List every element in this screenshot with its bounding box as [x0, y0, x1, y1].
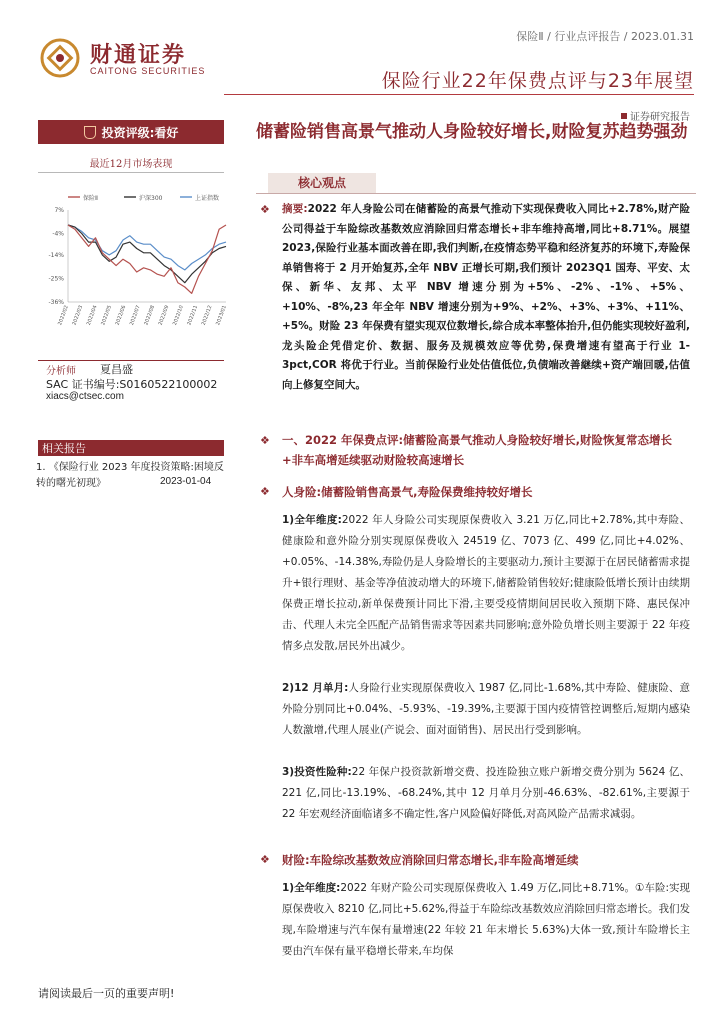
chart-x-axis — [57, 302, 228, 326]
diamond-bullet-icon: ❖ — [260, 485, 270, 498]
life-annual-paragraph — [282, 510, 690, 657]
brand-name-en: CAITONG SECURITIES — [90, 66, 206, 76]
disclaimer-note: 请阅读最后一页的重要声明! — [38, 987, 175, 1000]
main-headline: 储蓄险销售高景气推动人身险较好增长,财险复苏趋势强劲 — [256, 122, 688, 142]
related-report-date: 2023-01-04 — [160, 476, 212, 487]
core-view-label: 核心观点 — [268, 173, 376, 193]
x-tick-label: 2022/09 — [157, 304, 171, 327]
square-bullet-icon — [621, 113, 627, 119]
life-december-text: 人身险行业实现原保费收入 1987 亿,同比-1.68%,其中寿险、健康险、意外险分别同比+0.04%、-5.93%、-19.39%,主要源于国内疫情管控调整后,短期内感染人数激增,代理人展业(产说会、面对面销售)、居民出行受到影响。 — [282, 682, 690, 736]
y-tick-label: -25% — [48, 275, 64, 283]
investment-products-paragraph — [282, 762, 690, 825]
y-tick-label: -4% — [52, 230, 64, 238]
shield-icon — [84, 126, 96, 139]
x-tick-label: 2022/08 — [143, 304, 157, 327]
legend-label: 上证指数 — [195, 195, 220, 202]
report-type-label: 证券研究报告 — [630, 112, 690, 123]
rating-label: 投资评级:看好 — [101, 125, 179, 140]
pc-annual-paragraph — [282, 878, 690, 962]
analyst-email[interactable]: xiacs@ctsec.com — [46, 391, 124, 402]
analyst-role: 分析师 — [46, 366, 76, 377]
related-report-item[interactable]: 1. 《保险行业 2023 年度投资策略:困境反转的曙光初现》 — [36, 462, 224, 489]
performance-caption: 最近12月市场表现 — [89, 159, 173, 170]
y-tick-label: -14% — [48, 251, 64, 259]
chart-y-axis — [48, 207, 68, 306]
core-view-divider — [256, 193, 696, 194]
x-tick-label: 2022/03 — [71, 304, 85, 327]
x-tick-label: 2022/10 — [172, 304, 185, 327]
x-tick-label: 2022/02 — [57, 304, 70, 327]
x-tick-label: 2022/12 — [200, 304, 214, 327]
diamond-bullet-icon: ❖ — [260, 203, 270, 216]
life-december-label: 2)12 月单月: — [282, 682, 349, 694]
chart-lines — [68, 225, 226, 293]
analyst-name: 夏昌盛 — [100, 363, 133, 376]
y-tick-label: -36% — [48, 299, 64, 306]
brand-name-cn: 财通证券 — [90, 43, 187, 68]
x-tick-label: 2022/05 — [100, 304, 113, 327]
header-divider — [224, 94, 694, 95]
chart-legend — [68, 194, 219, 202]
caitong-logo-icon — [40, 38, 80, 78]
market-performance-chart — [38, 184, 230, 344]
series-line — [68, 225, 226, 293]
x-tick-label: 2022/06 — [114, 304, 128, 327]
y-tick-label: 7% — [54, 207, 64, 214]
x-tick-label: 2022/04 — [85, 304, 99, 327]
x-tick-label: 2023/01 — [215, 304, 228, 327]
report-title: 保险行业22年保费点评与23年展望 — [381, 70, 694, 92]
related-reports-title: 相关报告 — [42, 442, 86, 455]
analyst-sac-number: SAC 证书编号:S0160522100002 — [46, 378, 218, 391]
pc-annual-label: 1)全年维度: — [282, 882, 341, 894]
summary-label: 摘要: — [282, 203, 308, 215]
performance-divider — [38, 172, 224, 173]
legend-label: 沪深300 — [139, 195, 163, 202]
series-line — [68, 225, 226, 270]
pc-annual-text: 2022 年财产险公司实现原保费收入 1.49 万亿,同比+8.71%。①车险:实现原保费收入 8210 亿,同比+5.62%,得益于车险综改基数效应消除回归常态增长。我们发现,车险增速与汽车保有量增速(22 年较 21 年末增长 5.63%)大体一致,预计车险增长主要由汽车保有量平稳增长带来,车均保 — [282, 882, 690, 957]
diamond-bullet-icon: ❖ — [260, 853, 270, 866]
summary-paragraph — [282, 200, 690, 395]
life-annual-text: 2022 年人身险公司实现原保费收入 3.21 万亿,同比+2.78%,其中寿险、健康险和意外险分别实现原保费收入 24519 亿、7073 亿、499 亿,同比+4.02%、+0.05%、-14.38%,寿险仍是人身险增长的主要驱动力,预计主要源于在居民储蓄需求提升+银行理财、基金等净值波动增大的环境下,储蓄险销售较好;健康险低增长预计由续期保费正增长拉动,新单保费预计同比下滑,主要受疫情期间居民收入预期下降、惠民保冲击、代理人未完全匹配产品销售需求等因素共同影响;意外险负增长则主要源于 22 年疫情多点发散,居民外出减少。 — [282, 514, 690, 652]
life-annual-label: 1)全年维度: — [282, 514, 342, 526]
investment-products-text: 22 年保户投资款新增交费、投连险独立账户新增交费分别为 5624 亿、221 亿,同比-13.19%、-68.24%,其中 12 月单月分别-46.63%、-82.61%,主要源于 22 年宏观经济面临诸多不确定性,客户风险偏好降低,对高风险产品需求减弱。 — [282, 766, 690, 820]
section-heading-2022: 一、2022 年保费点评:储蓄险高景气推动人身险较好增长,财险恢复常态增长+非车高增延续驱动财险较高速增长 — [282, 433, 672, 467]
diamond-bullet-icon: ❖ — [260, 434, 270, 447]
investment-products-label: 3)投资性险种: — [282, 766, 352, 778]
legend-label: 保险Ⅱ — [83, 195, 98, 202]
related-reports-header — [38, 440, 224, 456]
x-tick-label: 2022/11 — [186, 304, 200, 327]
section-heading-pc: 财险:车险综改基数效应消除回归常态增长,非车险高增延续 — [282, 853, 579, 867]
summary-text: 2022 年人身险公司在储蓄险的高景气推动下实现保费收入同比+2.78%,财产险公司得益于车险综改基数效应消除回归常态增长+非车维持高增,同比+8.71%。展望 2023,保险行业基本面改善在即,我们判断,在疫情态势平稳和经济复苏的环境下,寿险保单销售将于 2 月开始复苏,全年 NBV 正增长可期,我们预计 2023Q1 国寿、平安、太保、新华、友邦、太平 NBV 增速分别为+5%、-2%、-1%、+5%、+10%、-8%,23 年全年 NBV 增速分别为+9%、+2%、+3%、+3%、+11%、+5%。财险 23 年保费有望实现双位数增长,综合成本率整体抬升,但仍能实现较好盈利,龙头险企凭借定价、数据、服务及规模效应等优势,保费增速有望高于行业 1-3pct,COR 将优于行业。当前保险行业处估值低位,负债端改善継续+资产端回暖,估值向上修复空间大。 — [282, 203, 691, 391]
report-meta: 保险Ⅱ / 行业点评报告 / 2023.01.31 — [516, 30, 694, 43]
life-december-paragraph — [282, 678, 690, 741]
investment-rating — [38, 120, 224, 144]
section-heading-life: 人身险:储蓄险销售高景气,寿险保费维持较好增长 — [282, 485, 533, 499]
series-line — [68, 225, 226, 283]
x-tick-label: 2022/07 — [128, 304, 142, 327]
